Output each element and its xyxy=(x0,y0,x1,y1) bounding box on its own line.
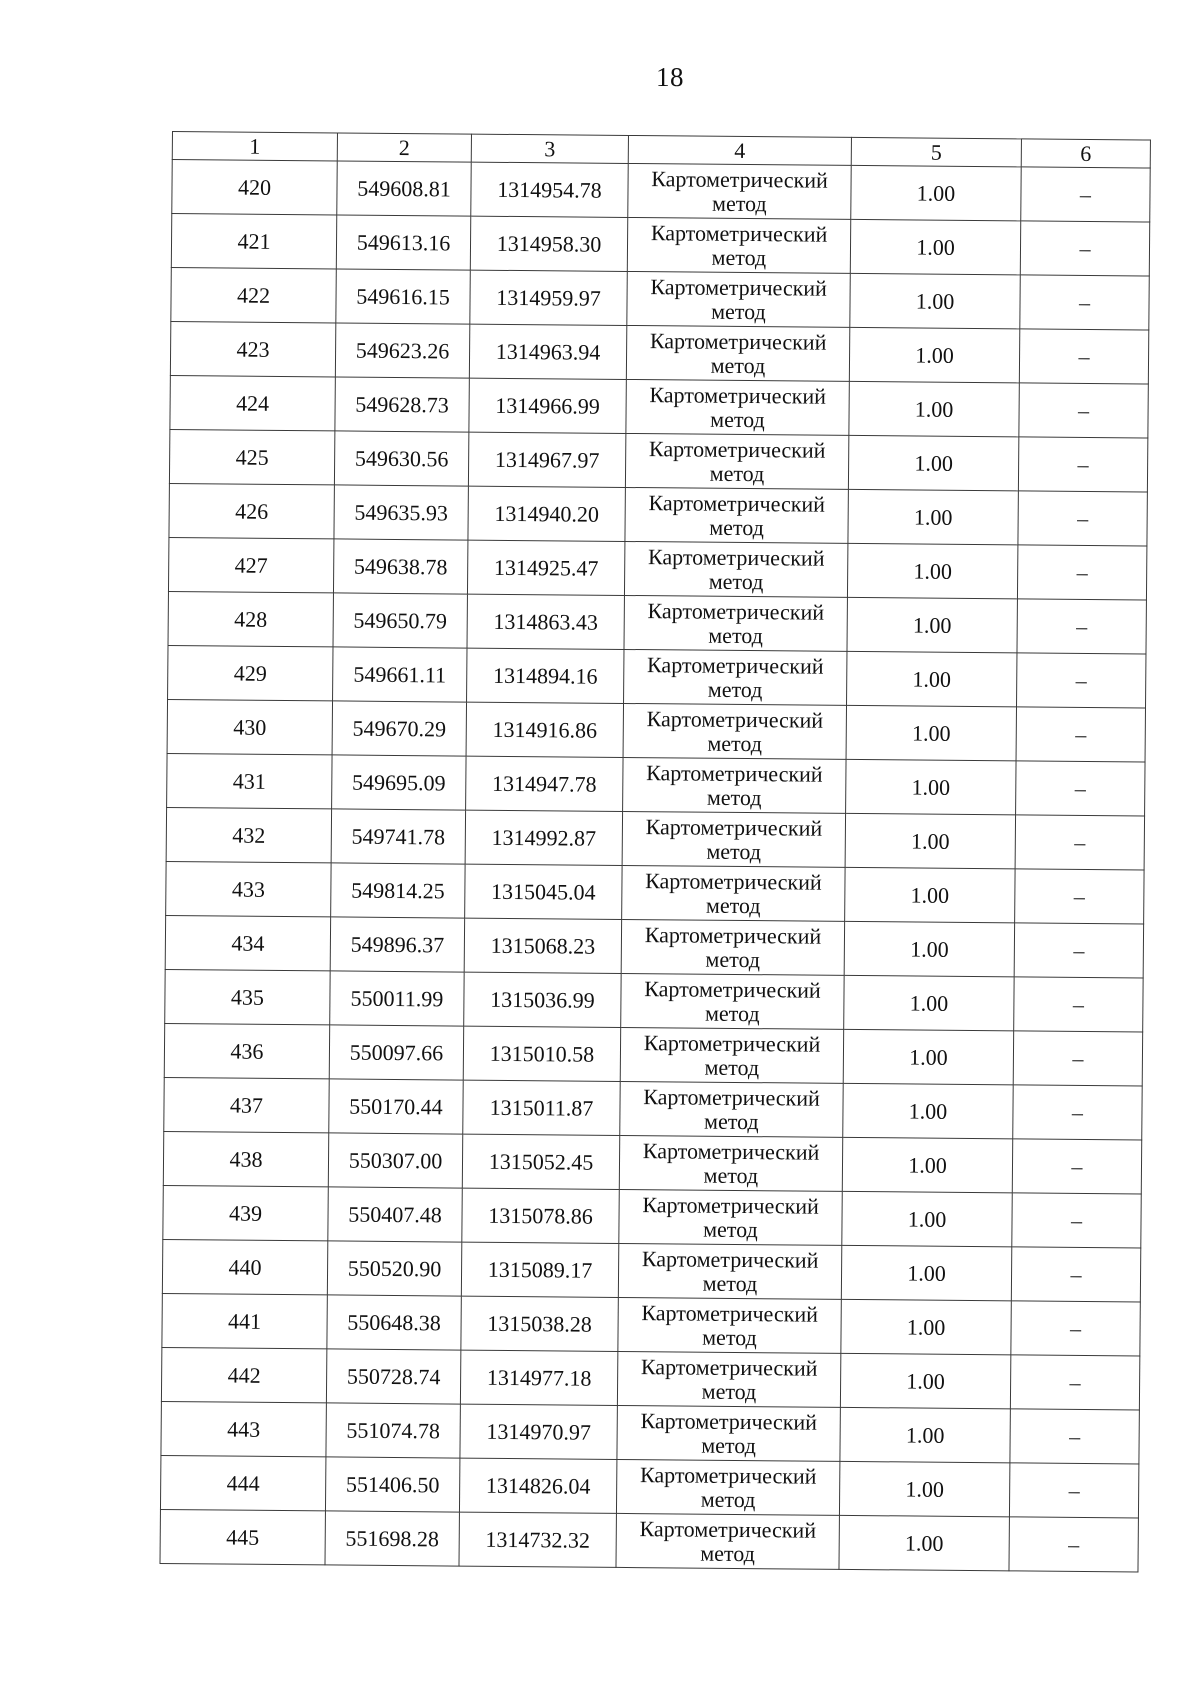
accuracy-cell: 1.00 xyxy=(848,489,1018,544)
accuracy-cell: 1.00 xyxy=(842,1137,1012,1192)
note-cell: – xyxy=(1017,599,1146,654)
accuracy-cell: 1.00 xyxy=(850,273,1020,328)
method-line-2: метод xyxy=(700,1486,756,1512)
method-line-1: Картометрический xyxy=(639,1515,817,1543)
method-line-2: метод xyxy=(704,1054,760,1080)
method-line-1: Картометрический xyxy=(640,1407,818,1435)
y-coordinate-cell: 1314947.78 xyxy=(466,756,623,811)
page-number: 18 xyxy=(656,62,684,92)
table-row xyxy=(161,1347,1139,1410)
method-cell xyxy=(628,163,851,219)
y-coordinate-cell: 1315089.17 xyxy=(461,1242,618,1297)
method-line-2: метод xyxy=(705,946,761,972)
x-coordinate-cell: 549616.15 xyxy=(336,269,470,324)
note-cell: – xyxy=(1012,1193,1141,1248)
y-coordinate-cell: 1314940.20 xyxy=(468,486,625,541)
method-line-1: Картометрический xyxy=(647,597,825,625)
accuracy-cell: 1.00 xyxy=(840,1353,1010,1408)
note-cell: – xyxy=(1019,329,1148,384)
y-coordinate-cell: 1314863.43 xyxy=(467,594,624,649)
method-line-1: Картометрический xyxy=(640,1353,818,1381)
note-cell: – xyxy=(1010,1409,1139,1464)
x-coordinate-cell: 551074.78 xyxy=(326,1403,460,1458)
method-cell xyxy=(622,811,845,867)
accuracy-cell: 1.00 xyxy=(842,1191,1012,1246)
method-cell xyxy=(625,487,848,543)
point-number-cell: 426 xyxy=(169,483,334,538)
x-coordinate-cell: 550728.74 xyxy=(326,1349,460,1404)
method-line-1: Картометрический xyxy=(643,1083,820,1111)
y-coordinate-cell: 1314959.97 xyxy=(470,270,627,325)
x-coordinate-cell: 550097.66 xyxy=(329,1025,463,1080)
point-number-cell: 443 xyxy=(161,1401,326,1456)
method-cell xyxy=(624,541,847,597)
accuracy-cell: 1.00 xyxy=(839,1515,1009,1570)
column-header-2: 2 xyxy=(337,133,471,162)
y-coordinate-cell: 1314977.18 xyxy=(460,1350,617,1405)
point-number-cell: 431 xyxy=(167,753,332,808)
x-coordinate-cell: 549638.78 xyxy=(333,539,467,594)
point-number-cell: 438 xyxy=(163,1131,328,1186)
y-coordinate-cell: 1314967.97 xyxy=(468,432,625,487)
accuracy-cell: 1.00 xyxy=(839,1461,1009,1516)
accuracy-cell: 1.00 xyxy=(849,327,1019,382)
x-coordinate-cell: 549896.37 xyxy=(330,917,464,972)
note-cell: – xyxy=(1009,1463,1138,1518)
point-number-cell: 427 xyxy=(168,537,333,592)
method-line-1: Картометрический xyxy=(643,1029,821,1057)
method-line-2: метод xyxy=(702,1324,757,1350)
method-cell xyxy=(619,1189,842,1245)
x-coordinate-cell: 550011.99 xyxy=(330,971,464,1026)
method-line-2: метод xyxy=(705,892,761,918)
point-number-cell: 432 xyxy=(166,807,331,862)
table-row xyxy=(170,375,1148,438)
method-cell xyxy=(626,379,849,435)
table-row xyxy=(162,1239,1140,1302)
method-line-2: метод xyxy=(703,1162,759,1188)
x-coordinate-cell: 549613.16 xyxy=(336,215,470,270)
column-header-1: 1 xyxy=(172,132,337,161)
x-coordinate-cell: 549635.93 xyxy=(334,485,468,540)
method-cell xyxy=(622,865,845,921)
point-number-cell: 421 xyxy=(171,214,336,269)
table-row xyxy=(169,429,1147,492)
accuracy-cell: 1.00 xyxy=(845,867,1015,922)
x-coordinate-cell: 549630.56 xyxy=(334,431,468,486)
accuracy-cell: 1.00 xyxy=(845,813,1015,868)
y-coordinate-cell: 1314826.04 xyxy=(459,1458,616,1513)
note-cell: – xyxy=(1014,923,1143,978)
note-cell: – xyxy=(1015,815,1144,870)
method-line-2: метод xyxy=(710,406,765,432)
y-coordinate-cell: 1314958.30 xyxy=(470,216,627,271)
method-line-2: метод xyxy=(709,460,765,486)
y-coordinate-cell: 1315036.99 xyxy=(464,972,621,1027)
table-row xyxy=(166,861,1144,924)
method-line-1: Картометрический xyxy=(650,273,828,301)
point-number-cell: 436 xyxy=(164,1023,329,1078)
point-number-cell: 445 xyxy=(160,1509,325,1564)
method-cell xyxy=(627,271,850,327)
note-cell: – xyxy=(1011,1247,1140,1302)
method-cell xyxy=(616,1459,839,1515)
y-coordinate-cell: 1315078.86 xyxy=(462,1188,619,1243)
note-cell: – xyxy=(1014,977,1143,1032)
y-coordinate-cell: 1314970.97 xyxy=(460,1404,617,1459)
point-number-cell: 428 xyxy=(168,591,333,646)
x-coordinate-cell: 550520.90 xyxy=(327,1241,461,1296)
x-coordinate-cell: 549608.81 xyxy=(337,161,471,216)
y-coordinate-cell: 1315052.45 xyxy=(462,1134,619,1189)
note-cell: – xyxy=(1013,1031,1142,1086)
point-number-cell: 422 xyxy=(171,267,336,322)
method-line-1: Картометрический xyxy=(650,219,828,247)
x-coordinate-cell: 549670.29 xyxy=(332,701,466,756)
x-coordinate-cell: 549628.73 xyxy=(335,377,469,432)
note-cell: – xyxy=(1009,1517,1138,1572)
method-line-2: метод xyxy=(701,1378,757,1404)
note-cell: – xyxy=(1018,437,1147,492)
y-coordinate-cell: 1314925.47 xyxy=(467,540,624,595)
accuracy-cell: 1.00 xyxy=(847,651,1017,706)
method-cell xyxy=(621,973,844,1029)
accuracy-cell: 1.00 xyxy=(847,543,1017,598)
method-line-1: Картометрический xyxy=(648,489,826,517)
method-line-2: метод xyxy=(707,730,763,756)
table-row xyxy=(164,1077,1142,1140)
y-coordinate-cell: 1315038.28 xyxy=(461,1296,618,1351)
column-header-4: 4 xyxy=(628,135,851,165)
point-number-cell: 425 xyxy=(169,429,334,484)
x-coordinate-cell: 550648.38 xyxy=(327,1295,461,1350)
method-line-2: метод xyxy=(706,838,762,864)
note-cell: – xyxy=(1019,383,1148,438)
method-line-2: метод xyxy=(700,1540,756,1566)
point-number-cell: 420 xyxy=(172,160,337,215)
table-row xyxy=(160,1509,1138,1572)
y-coordinate-cell: 1314954.78 xyxy=(471,162,628,217)
table-row xyxy=(162,1293,1140,1356)
method-cell xyxy=(618,1297,841,1353)
accuracy-cell: 1.00 xyxy=(846,759,1016,814)
note-cell: – xyxy=(1016,707,1145,762)
coordinates-table xyxy=(159,131,1150,1572)
x-coordinate-cell: 549661.11 xyxy=(333,647,467,702)
point-number-cell: 429 xyxy=(168,645,333,700)
table-row xyxy=(171,267,1149,330)
table-body xyxy=(160,160,1150,1572)
method-cell xyxy=(620,1081,843,1137)
accuracy-cell: 1.00 xyxy=(849,381,1019,436)
method-line-1: Картометрический xyxy=(647,543,825,571)
method-cell xyxy=(620,1027,843,1083)
accuracy-cell: 1.00 xyxy=(847,597,1017,652)
table-row xyxy=(161,1401,1139,1464)
point-number-cell: 424 xyxy=(170,375,335,430)
method-cell xyxy=(623,703,846,759)
method-cell xyxy=(625,433,848,489)
point-number-cell: 435 xyxy=(165,969,330,1024)
accuracy-cell: 1.00 xyxy=(840,1407,1010,1462)
table-row xyxy=(172,160,1150,223)
point-number-cell: 440 xyxy=(162,1239,327,1294)
note-cell: – xyxy=(1017,545,1146,600)
point-number-cell: 437 xyxy=(164,1077,329,1132)
method-line-2: метод xyxy=(702,1270,758,1296)
accuracy-cell: 1.00 xyxy=(846,705,1016,760)
x-coordinate-cell: 549623.26 xyxy=(335,323,469,378)
method-cell xyxy=(616,1513,839,1569)
method-line-1: Картометрический xyxy=(641,1245,819,1273)
point-number-cell: 441 xyxy=(162,1293,327,1348)
table-row xyxy=(164,1023,1142,1086)
accuracy-cell: 1.00 xyxy=(841,1245,1011,1300)
point-number-cell: 434 xyxy=(165,915,330,970)
method-cell xyxy=(617,1351,840,1407)
method-line-2: метод xyxy=(703,1216,758,1242)
accuracy-cell: 1.00 xyxy=(848,435,1018,490)
table-row xyxy=(170,321,1148,384)
note-cell: – xyxy=(1021,167,1150,222)
table-row xyxy=(165,969,1143,1032)
table-row xyxy=(163,1131,1141,1194)
table-row xyxy=(163,1185,1141,1248)
method-cell xyxy=(627,217,850,273)
y-coordinate-cell: 1315011.87 xyxy=(463,1080,620,1135)
note-cell: – xyxy=(1020,275,1149,330)
y-coordinate-cell: 1315045.04 xyxy=(465,864,622,919)
method-line-2: метод xyxy=(711,190,767,216)
method-line-1: Картометрический xyxy=(642,1137,820,1165)
note-cell: – xyxy=(1015,869,1144,924)
note-cell: – xyxy=(1010,1355,1139,1410)
y-coordinate-cell: 1314963.94 xyxy=(469,324,626,379)
column-header-3: 3 xyxy=(471,134,628,163)
note-cell: – xyxy=(1012,1139,1141,1194)
x-coordinate-cell: 550170.44 xyxy=(329,1079,463,1134)
table-row xyxy=(167,699,1145,762)
accuracy-cell: 1.00 xyxy=(843,1029,1013,1084)
table-row xyxy=(171,214,1149,277)
method-cell xyxy=(621,919,844,975)
note-cell: – xyxy=(1016,761,1145,816)
table-row xyxy=(169,483,1147,546)
method-line-1: Картометрический xyxy=(649,327,827,355)
accuracy-cell: 1.00 xyxy=(850,219,1020,274)
y-coordinate-cell: 1315010.58 xyxy=(463,1026,620,1081)
method-cell xyxy=(617,1405,840,1461)
method-line-1: Картометрический xyxy=(642,1191,819,1219)
y-coordinate-cell: 1314992.87 xyxy=(465,810,622,865)
method-line-2: метод xyxy=(711,244,767,270)
point-number-cell: 423 xyxy=(170,321,335,376)
method-line-2: метод xyxy=(701,1432,756,1458)
table-row xyxy=(168,537,1146,600)
method-line-1: Картометрический xyxy=(645,867,822,895)
table-row xyxy=(166,807,1144,870)
x-coordinate-cell: 549695.09 xyxy=(332,755,466,810)
point-number-cell: 444 xyxy=(160,1455,325,1510)
y-coordinate-cell: 1315068.23 xyxy=(464,918,621,973)
method-cell xyxy=(619,1135,842,1191)
y-coordinate-cell: 1314916.86 xyxy=(466,702,623,757)
note-cell: – xyxy=(1017,653,1146,708)
column-header-5: 5 xyxy=(851,137,1021,166)
method-line-2: метод xyxy=(709,514,764,540)
method-line-2: метод xyxy=(710,352,766,378)
accuracy-cell: 1.00 xyxy=(844,975,1014,1030)
x-coordinate-cell: 550307.00 xyxy=(328,1133,462,1188)
note-cell: – xyxy=(1018,491,1147,546)
method-cell xyxy=(626,325,849,381)
method-cell xyxy=(624,649,847,705)
method-line-1: Картометрический xyxy=(644,921,822,949)
method-line-2: метод xyxy=(711,298,766,324)
method-line-1: Картометрический xyxy=(639,1461,817,1489)
method-cell xyxy=(623,757,846,813)
table-row xyxy=(160,1455,1138,1518)
table-row xyxy=(165,915,1143,978)
accuracy-cell: 1.00 xyxy=(851,165,1021,220)
x-coordinate-cell: 549814.25 xyxy=(331,863,465,918)
x-coordinate-cell: 550407.48 xyxy=(328,1187,462,1242)
method-line-1: Картометрический xyxy=(645,813,823,841)
method-line-1: Картометрический xyxy=(647,651,824,679)
accuracy-cell: 1.00 xyxy=(844,921,1014,976)
point-number-cell: 442 xyxy=(161,1347,326,1402)
x-coordinate-cell: 549650.79 xyxy=(333,593,467,648)
x-coordinate-cell: 551698.28 xyxy=(325,1511,459,1566)
method-line-1: Картометрический xyxy=(649,381,827,409)
point-number-cell: 433 xyxy=(166,861,331,916)
method-line-2: метод xyxy=(703,1108,759,1134)
table-row xyxy=(168,645,1146,708)
accuracy-cell: 1.00 xyxy=(841,1299,1011,1354)
method-line-2: метод xyxy=(708,622,764,648)
column-header-6: 6 xyxy=(1021,139,1150,168)
method-line-1: Картометрический xyxy=(644,975,821,1003)
method-line-2: метод xyxy=(706,784,762,810)
method-cell xyxy=(624,595,847,651)
method-line-1: Картометрический xyxy=(648,435,826,463)
method-cell xyxy=(618,1243,841,1299)
method-line-1: Картометрический xyxy=(641,1299,819,1327)
x-coordinate-cell: 551406.50 xyxy=(325,1457,459,1512)
y-coordinate-cell: 1314966.99 xyxy=(469,378,626,433)
method-line-2: метод xyxy=(708,568,764,594)
table-row xyxy=(167,753,1145,816)
note-cell: – xyxy=(1013,1085,1142,1140)
note-cell: – xyxy=(1020,221,1149,276)
point-number-cell: 430 xyxy=(167,699,332,754)
method-line-2: метод xyxy=(704,1000,760,1026)
accuracy-cell: 1.00 xyxy=(843,1083,1013,1138)
x-coordinate-cell: 549741.78 xyxy=(331,809,465,864)
method-line-1: Картометрический xyxy=(646,705,824,733)
method-line-1: Картометрический xyxy=(651,165,828,193)
method-line-1: Картометрический xyxy=(646,759,823,787)
note-cell: – xyxy=(1011,1301,1140,1356)
point-number-cell: 439 xyxy=(163,1185,328,1240)
method-line-2: метод xyxy=(707,676,763,702)
table-row xyxy=(168,591,1146,654)
y-coordinate-cell: 1314894.16 xyxy=(467,648,624,703)
y-coordinate-cell: 1314732.32 xyxy=(459,1512,616,1567)
